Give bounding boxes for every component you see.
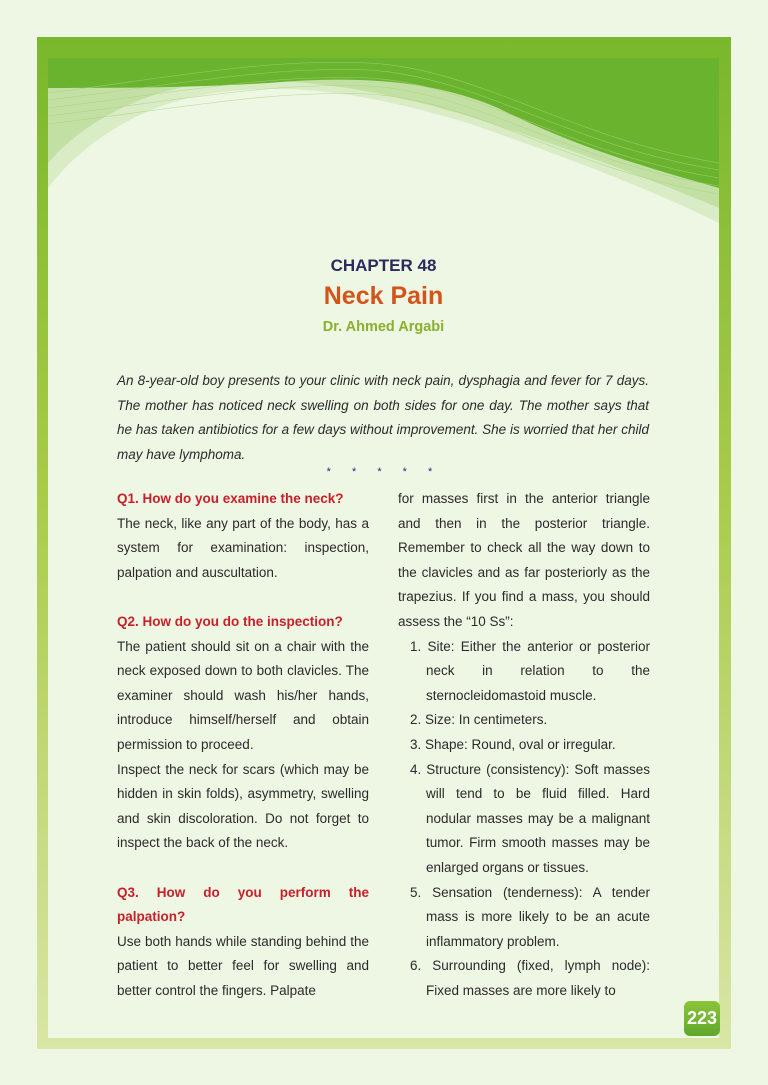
chapter-number: CHAPTER 48 (330, 256, 437, 275)
chapter-title: Neck Pain (323, 282, 444, 310)
question-2: Q2. How do you do the inspection? (117, 613, 343, 629)
answer-1: The neck, like any part of the body, has a system for examination: inspection, palpation and auscultation. (117, 515, 369, 580)
right-column (398, 487, 650, 1003)
section-separator: * * * * * (326, 466, 442, 478)
list-item: 3. Shape: Round, oval or irregular. (410, 736, 616, 752)
answer-3-paragraph-2: for masses first in the anterior triangle and then in the posterior triangle. Remember to check all the way down to the clavicles and as far posteriorly as the trapezius. If you find a mass, you should assess the “10 Ss”: (398, 491, 650, 629)
page-number: 223 (684, 1001, 720, 1036)
answer-2-paragraph-2: Inspect the neck for scars (which may be hidden in skin folds), asymmetry, swelling and skin discoloration. Do not forget to inspect the back of the neck. (117, 761, 369, 851)
answer-3-paragraph-1: Use both hands while standing behind the patient to better feel for swelling and better control the fingers. Palpate (117, 933, 369, 998)
list-item: 1. Site: Either the anterior or posterior neck in relation to the sternocleidomastoid muscle. (410, 638, 650, 703)
chapter-author: Dr. Ahmed Argabi (322, 319, 445, 335)
question-1: Q1. How do you examine the neck? (117, 491, 344, 506)
list-item: 6. Surrounding (fixed, lymph node): Fixed masses are more likely to (410, 958, 650, 998)
list-item: 5. Sensation (tenderness): A tender mass is more likely to be an acute inflammatory problem. (410, 884, 650, 949)
list-item: 2. Size: In centimeters. (410, 712, 548, 728)
list-item: 4. Structure (consistency): Soft masses will tend to be fluid filled. Hard nodular masses may be a malignant tumor. Firm smooth masses may be enlarged organs or tissues. (410, 761, 650, 875)
chapter-title-block (48, 256, 719, 335)
ten-ss-list (398, 635, 650, 1004)
header-wave-decoration (48, 48, 719, 278)
case-intro: An 8-year-old boy presents to your clinic with neck pain, dysphagia and fever for 7 days. The mother has noticed neck swelling on both sides for one day. The mother says that he has taken antibiotics for a few days without improvement. She is worried that her child may have lymphoma. (117, 373, 649, 462)
question-3: Q3. How do you perform the palpation? (117, 884, 369, 925)
left-column (117, 487, 369, 1003)
answer-2-paragraph-1: The patient should sit on a chair with the neck exposed down to both clavicles. The examiner should wash his/her hands, introduce himself/herself and obtain permission to proceed. (117, 638, 369, 752)
